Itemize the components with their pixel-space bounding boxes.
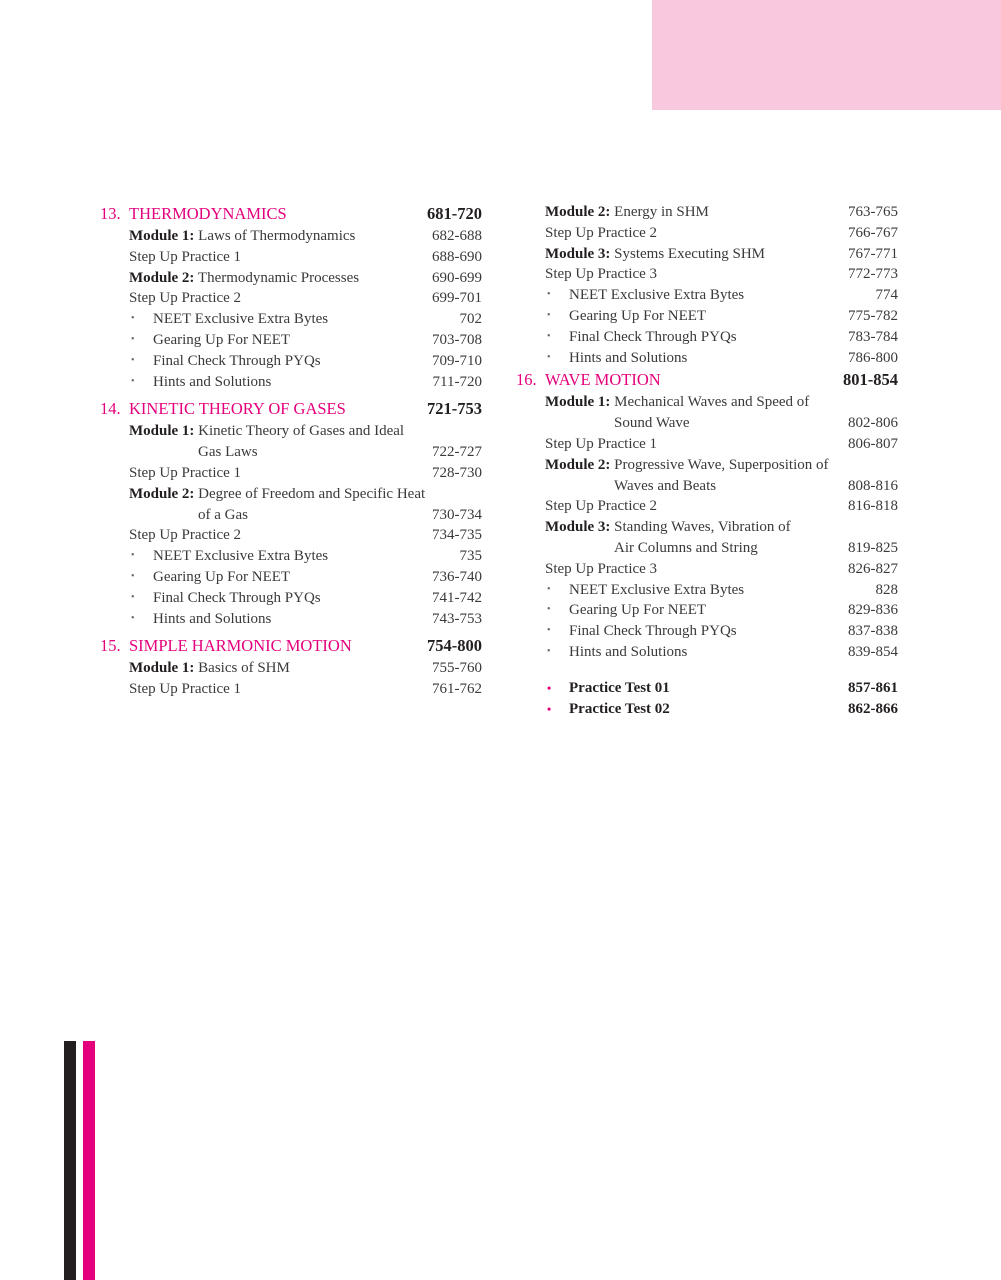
toc-entry[interactable]: [516, 559, 898, 580]
entry-title: Gearing Up For NEET: [153, 331, 291, 348]
module-title: Systems Executing SHM: [610, 245, 766, 262]
chapter-title: WAVE MOTION: [545, 370, 661, 390]
module-title: Thermodynamic Processes: [194, 269, 360, 286]
module-label: Module 1:: [129, 660, 195, 677]
entry-title: Hints and Solutions: [153, 610, 272, 627]
module-title: Degree of Freedom and Specific Heat: [194, 485, 426, 502]
chapter-title: SIMPLE HARMONIC MOTION: [129, 636, 352, 656]
bullet-icon: •: [131, 333, 135, 345]
module-label: Module 3:: [545, 245, 611, 262]
toc-entry[interactable]: [100, 226, 482, 247]
toc-entry[interactable]: [100, 679, 482, 700]
toc-entry-continued[interactable]: [100, 505, 482, 526]
entry-pages: 837-838: [848, 623, 898, 640]
module-title-continued: Air Columns and String: [614, 539, 758, 556]
entry-title: Gearing Up For NEET: [569, 307, 707, 324]
entry-pages: 755-760: [432, 660, 482, 677]
bullet-icon: •: [131, 612, 135, 624]
entry-pages: 786-800: [848, 349, 898, 366]
module-label: Module 1:: [129, 228, 195, 244]
practice-test-entry[interactable]: [516, 699, 898, 720]
toc-entry[interactable]: [100, 330, 482, 351]
entry-title: Gearing Up For NEET: [569, 602, 707, 619]
entry-pages: 688-690: [432, 248, 482, 265]
entry-title: Step Up Practice 2: [545, 498, 658, 515]
module-title: Basics of SHM: [194, 660, 290, 677]
bullet-icon: •: [547, 351, 551, 363]
toc-entry[interactable]: [516, 580, 898, 601]
module-label: Module 1:: [129, 423, 195, 440]
margin-bar-pink: [83, 1041, 95, 1280]
entry-title: Step Up Practice 3: [545, 266, 658, 283]
entry-title: Final Check Through PYQs: [153, 589, 321, 606]
module-title-continued: Gas Laws: [198, 444, 258, 461]
entry-pages: 783-784: [848, 328, 898, 345]
entry-pages: 857-861: [848, 679, 898, 696]
bullet-icon: •: [547, 289, 551, 301]
entry-title: NEET Exclusive Extra Bytes: [569, 287, 745, 304]
toc-entry[interactable]: [100, 372, 482, 393]
entry-pages: 774: [875, 287, 898, 304]
entry-pages: 761-762: [432, 681, 482, 698]
entry-title: Practice Test 01: [569, 679, 670, 696]
entry-pages: 709-710: [432, 352, 482, 369]
toc-entry[interactable]: [516, 642, 898, 663]
bullet-icon: •: [131, 313, 135, 325]
chapter-pages: 721-753: [427, 399, 482, 419]
entry-pages: 763-765: [848, 204, 898, 220]
entry-title: NEET Exclusive Extra Bytes: [153, 548, 329, 565]
bullet-icon: •: [547, 625, 551, 637]
toc-entry[interactable]: [100, 484, 482, 505]
toc-entry[interactable]: [516, 496, 898, 517]
module-label: Module 3:: [545, 519, 611, 536]
module-title: Progressive Wave, Superposition of: [610, 456, 829, 473]
entry-pages: 862-866: [848, 700, 898, 717]
spacer: [516, 663, 898, 678]
entry-pages: 828: [875, 581, 898, 598]
entry-title: Hints and Solutions: [569, 349, 688, 366]
entry-title: Hints and Solutions: [569, 643, 688, 660]
entry-title: Gearing Up For NEET: [153, 568, 291, 585]
entry-pages: 826-827: [848, 560, 898, 577]
module-label: Module 2:: [129, 269, 195, 286]
entry-title: Step Up Practice 1: [129, 464, 242, 481]
module-title-continued: of a Gas: [198, 506, 248, 523]
toc-entry[interactable]: [516, 285, 898, 306]
toc-entry[interactable]: [516, 600, 898, 621]
toc-entry[interactable]: [100, 421, 482, 442]
toc-entry[interactable]: [100, 288, 482, 309]
entry-title: Step Up Practice 2: [129, 527, 242, 544]
entry-pages: 741-742: [432, 589, 482, 606]
practice-test-entry[interactable]: [516, 678, 898, 699]
chapter-16-heading[interactable]: [516, 368, 898, 392]
toc-entry[interactable]: [100, 567, 482, 588]
entry-title: Step Up Practice 2: [129, 290, 242, 307]
toc-entry[interactable]: [516, 517, 898, 538]
entry-pages: 802-806: [848, 415, 898, 432]
bullet-icon: •: [547, 604, 551, 616]
bullet-icon: •: [131, 550, 135, 562]
chapter-pages: 801-854: [843, 370, 898, 390]
chapter-pages: 754-800: [427, 636, 482, 656]
toc-entry[interactable]: [516, 306, 898, 327]
entry-pages: 767-771: [848, 245, 898, 262]
entry-pages: 772-773: [848, 266, 898, 283]
chapter-number: 14.: [100, 399, 121, 419]
entry-pages: 839-854: [848, 643, 898, 660]
entry-pages: 711-720: [432, 373, 482, 390]
toc-entry[interactable]: [516, 434, 898, 455]
module-title: Mechanical Waves and Speed of: [610, 394, 810, 411]
module-label: Module 2:: [545, 204, 611, 220]
toc-entry-continued[interactable]: [516, 413, 898, 434]
chapter-number: 13.: [100, 204, 121, 223]
module-title: Energy in SHM: [610, 204, 709, 220]
toc-entry[interactable]: [516, 455, 898, 476]
entry-pages: 819-825: [848, 539, 898, 556]
toc-entry-continued[interactable]: [516, 476, 898, 497]
toc-entry[interactable]: [516, 327, 898, 348]
entry-title: Step Up Practice 2: [545, 224, 658, 241]
module-title-continued: Waves and Beats: [614, 477, 717, 494]
toc-entry[interactable]: [516, 264, 898, 285]
entry-title: Practice Test 02: [569, 700, 670, 717]
module-title: Kinetic Theory of Gases and Ideal: [194, 423, 405, 440]
entry-pages: 816-818: [848, 498, 898, 515]
entry-pages: 735: [459, 548, 482, 565]
entry-title: Step Up Practice 1: [545, 435, 658, 452]
toc-entry[interactable]: [100, 588, 482, 609]
margin-bar-black: [64, 1041, 76, 1280]
entry-pages: 730-734: [432, 506, 482, 523]
bullet-icon: •: [547, 330, 551, 342]
bullet-icon: •: [547, 309, 551, 321]
entry-title: NEET Exclusive Extra Bytes: [569, 581, 745, 598]
module-label: Module 1:: [545, 394, 611, 411]
toc-entry[interactable]: [516, 392, 898, 413]
entry-pages: 775-782: [848, 307, 898, 324]
chapter-number: 16.: [516, 370, 537, 390]
toc-entry[interactable]: [100, 247, 482, 268]
bullet-icon: •: [131, 591, 135, 603]
header-pink-block: [652, 0, 1001, 110]
entry-pages: 722-727: [432, 444, 482, 461]
entry-pages: 728-730: [432, 464, 482, 481]
bullet-icon: •: [131, 354, 135, 366]
toc-entry[interactable]: [516, 244, 898, 265]
module-title-continued: Sound Wave: [614, 415, 690, 432]
bullet-icon: •: [131, 570, 135, 582]
module-label: Module 2:: [545, 456, 611, 473]
toc-entry[interactable]: [100, 463, 482, 484]
entry-pages: 808-816: [848, 477, 898, 494]
bullet-icon: •: [547, 645, 551, 657]
entry-title: Step Up Practice 3: [545, 560, 658, 577]
chapter-13-heading[interactable]: [100, 202, 482, 226]
bullet-icon: •: [547, 583, 551, 595]
entry-pages: 736-740: [432, 568, 482, 585]
entry-pages: 734-735: [432, 527, 482, 544]
toc-right-column: [516, 202, 898, 719]
entry-title: Step Up Practice 1: [129, 681, 242, 698]
module-title: Laws of Thermodynamics: [194, 228, 356, 244]
entry-title: Final Check Through PYQs: [569, 328, 737, 345]
entry-pages: 702: [459, 311, 482, 328]
bullet-icon: •: [547, 680, 552, 695]
entry-title: Step Up Practice 1: [129, 248, 242, 265]
chapter-title: THERMODYNAMICS: [129, 204, 287, 223]
entry-pages: 703-708: [432, 331, 482, 348]
toc-entry[interactable]: [100, 268, 482, 289]
bullet-icon: •: [131, 375, 135, 387]
toc-entry[interactable]: [100, 351, 482, 372]
chapter-number: 15.: [100, 636, 121, 656]
toc-entry-continued[interactable]: [516, 538, 898, 559]
toc-entry[interactable]: [516, 621, 898, 642]
toc-entry[interactable]: [100, 309, 482, 330]
bullet-icon: •: [547, 701, 552, 716]
toc-entry[interactable]: [100, 658, 482, 679]
entry-pages: 699-701: [432, 290, 482, 307]
entry-pages: 743-753: [432, 610, 482, 627]
chapter-title: KINETIC THEORY OF GASES: [129, 399, 346, 419]
entry-title: Final Check Through PYQs: [153, 352, 321, 369]
entry-pages: 682-688: [432, 228, 482, 244]
toc-entry[interactable]: [100, 525, 482, 546]
module-label: Module 2:: [129, 485, 195, 502]
entry-pages: 806-807: [848, 435, 898, 452]
entry-title: Final Check Through PYQs: [569, 623, 737, 640]
toc-entry[interactable]: [100, 609, 482, 630]
module-title: Standing Waves, Vibration of: [610, 519, 791, 536]
toc-left-column: [100, 202, 482, 700]
toc-entry[interactable]: [100, 546, 482, 567]
entry-pages: 690-699: [432, 269, 482, 286]
entry-title: NEET Exclusive Extra Bytes: [153, 311, 329, 328]
entry-pages: 766-767: [848, 224, 898, 241]
chapter-14-heading[interactable]: [100, 397, 482, 421]
chapter-15-heading[interactable]: [100, 634, 482, 658]
entry-title: Hints and Solutions: [153, 373, 272, 390]
toc-entry[interactable]: [516, 348, 898, 369]
toc-entry[interactable]: [516, 223, 898, 244]
chapter-pages: 681-720: [427, 204, 482, 223]
toc-entry-continued[interactable]: [100, 442, 482, 463]
toc-entry[interactable]: [516, 202, 898, 223]
entry-pages: 829-836: [848, 602, 898, 619]
